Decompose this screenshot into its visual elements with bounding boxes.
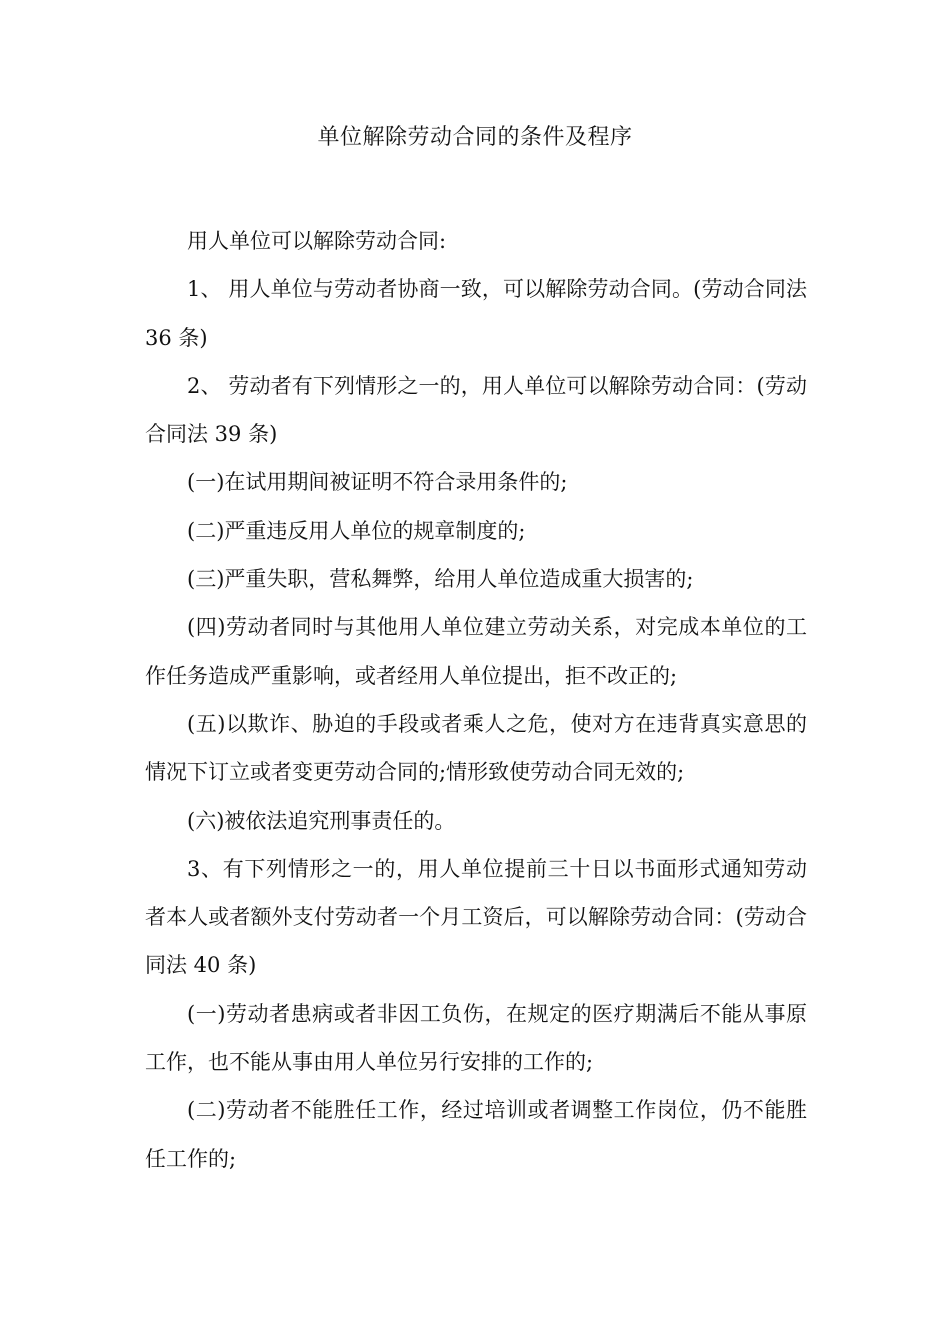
paragraph-item-2-1: (一)在试用期间被证明不符合录用条件的; (187, 470, 568, 495)
document-body (145, 217, 807, 1183)
document-title: 单位解除劳动合同的条件及程序 (317, 125, 633, 150)
paragraph-item-2-4: (四)劳动者同时与其他用人单位建立劳动关系，对完成本单位的工作任务造成严重影响，或者经用人单位提出，拒不改正的; (145, 615, 807, 688)
paragraph-item-3: 3、有下列情形之一的，用人单位提前三十日以书面形式通知劳动者本人或者额外支付劳动者一个月工资后，可以解除劳动合同：(劳动合同法 40 条) (145, 856, 807, 978)
paragraph-item-2: 2、 劳动者有下列情形之一的，用人单位可以解除劳动合同：(劳动合同法 39 条) (145, 373, 807, 447)
paragraph-intro: 用人单位可以解除劳动合同: (187, 229, 447, 253)
paragraph-item-1: 1、 用人单位与劳动者协商一致，可以解除劳动合同。(劳动合同法 36 条) (145, 277, 807, 350)
paragraph-item-3-2: (二)劳动者不能胜任工作，经过培训或者调整工作岗位，仍不能胜任工作的; (145, 1098, 807, 1171)
paragraph-item-3-1: (一)劳动者患病或者非因工负伤，在规定的医疗期满后不能从事原工作，也不能从事由用人单位另行安排的工作的; (145, 1001, 807, 1075)
paragraph-item-2-3: (三)严重失职，营私舞弊，给用人单位造成重大损害的; (187, 567, 694, 592)
paragraph-item-2-5: (五)以欺诈、胁迫的手段或者乘人之危，使对方在违背真实意思的情况下订立或者变更劳动合同的;情形致使劳动合同无效的; (145, 711, 807, 785)
paragraph-item-2-6: (六)被依法追究刑事责任的。 (187, 808, 456, 833)
paragraph-item-2-2: (二)严重违反用人单位的规章制度的; (187, 518, 526, 543)
